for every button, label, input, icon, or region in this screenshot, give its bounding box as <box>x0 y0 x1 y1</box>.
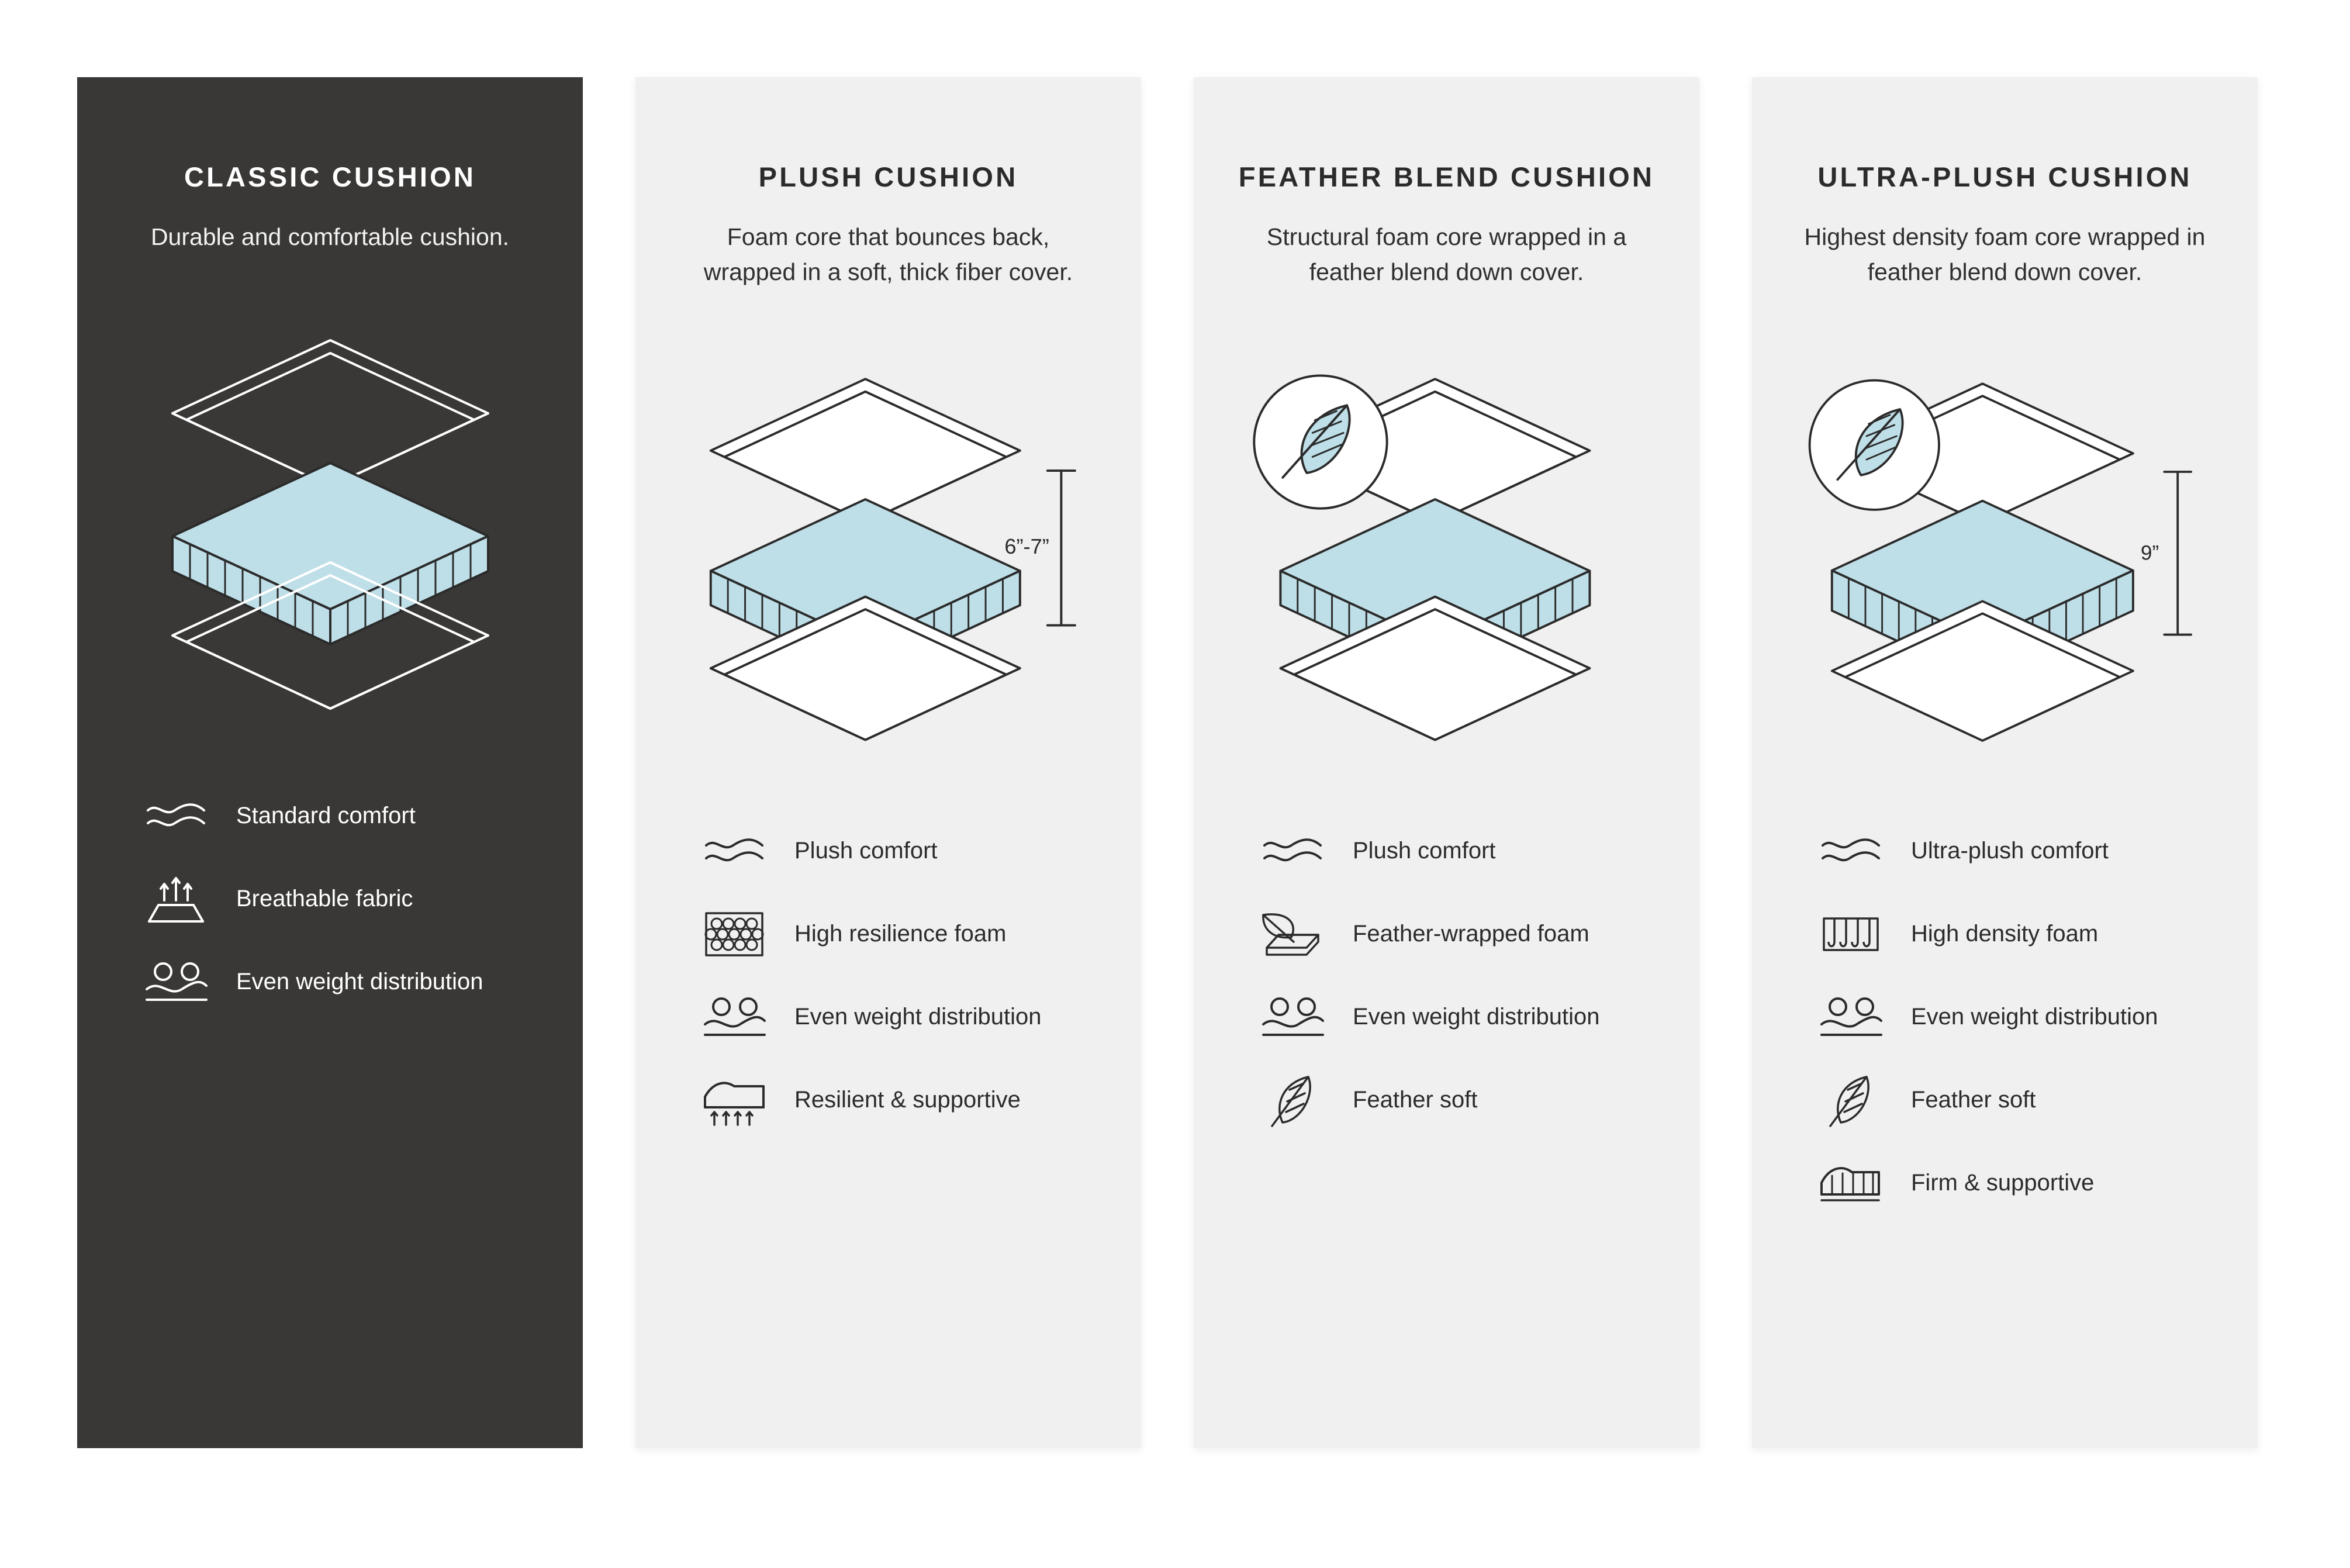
even-weight-distribution-icon <box>696 989 772 1045</box>
card-description: Structural foam core wrapped in a feather blend down cover. <box>1266 223 1627 285</box>
card-ultra-plush-cushion <box>1752 77 2258 1448</box>
feature-list-classic <box>118 788 542 1010</box>
cushion-exploded-diagram-classic <box>118 270 542 773</box>
list-item-label: Plush comfort <box>794 838 938 864</box>
list-item <box>1813 906 2217 962</box>
card-plush-cushion <box>635 77 1141 1448</box>
list-item <box>696 906 1100 962</box>
wave-comfort-icon <box>1255 823 1330 879</box>
page-title: FEATHER BLEND CUSHION <box>1238 161 1655 192</box>
page-title: ULTRA-PLUSH CUSHION <box>1817 161 2192 192</box>
high-density-foam-icon <box>1813 906 1889 962</box>
list-item <box>138 954 542 1010</box>
list-item <box>1255 906 1658 962</box>
list-item-label: Standard comfort <box>236 803 416 829</box>
feature-list-plush <box>676 823 1100 1128</box>
list-item-label: Firm & supportive <box>1911 1170 2095 1196</box>
even-weight-distribution-icon <box>138 954 214 1010</box>
resilient-support-icon <box>696 1072 772 1128</box>
feature-list-feather-blend <box>1235 823 1658 1128</box>
list-item-label: Breathable fabric <box>236 886 413 912</box>
dimension-label: 9” <box>2140 541 2159 565</box>
feature-list-ultra-plush <box>1793 823 2217 1211</box>
list-item <box>696 823 1100 879</box>
exploded-layers-illustration <box>676 352 1100 761</box>
list-item-label: Even weight distribution <box>1911 1004 2158 1030</box>
list-item-label: High density foam <box>1911 921 2099 947</box>
even-weight-distribution-icon <box>1813 989 1889 1045</box>
card-classic-cushion <box>77 77 583 1448</box>
exploded-layers-illustration <box>126 317 535 726</box>
feather-badge-icon <box>1254 375 1387 508</box>
card-description: Durable and comfortable cushion. <box>150 223 510 251</box>
feather-wrapped-foam-icon <box>1255 906 1330 962</box>
list-item-label: Feather soft <box>1353 1087 1478 1113</box>
exploded-layers-illustration <box>1793 352 2217 761</box>
cushion-cards-row <box>77 77 2275 1448</box>
list-item-label: Even weight distribution <box>236 969 483 995</box>
list-item-label: Ultra-plush comfort <box>1911 838 2109 864</box>
feather-badge-icon <box>1810 380 1939 509</box>
card-feather-blend-cushion <box>1194 77 1699 1448</box>
list-item-label: Feather-wrapped foam <box>1353 921 1589 947</box>
list-item-label: Even weight distribution <box>1353 1004 1600 1030</box>
list-item <box>1813 1155 2217 1211</box>
list-item-label: Feather soft <box>1911 1087 2036 1113</box>
wave-comfort-icon <box>696 823 772 879</box>
list-item-label: Resilient & supportive <box>794 1087 1021 1113</box>
breathable-fabric-icon <box>138 871 214 927</box>
list-item-label: Even weight distribution <box>794 1004 1042 1030</box>
exploded-layers-illustration <box>1235 352 1658 761</box>
wave-comfort-icon <box>138 788 214 844</box>
honeycomb-foam-icon <box>696 906 772 962</box>
list-item <box>1813 823 2217 879</box>
list-item-label: Plush comfort <box>1353 838 1496 864</box>
feather-icon <box>1813 1072 1889 1128</box>
cushion-exploded-diagram-ultra-plush <box>1793 305 2217 808</box>
card-description: Foam core that bounces back, wrapped in a soft, thick fiber cover. <box>703 223 1073 285</box>
list-item <box>696 989 1100 1045</box>
list-item-label: High resilience foam <box>794 921 1007 947</box>
page-title: PLUSH CUSHION <box>758 161 1018 192</box>
list-item <box>138 788 542 844</box>
cushion-exploded-diagram-plush <box>676 305 1100 808</box>
list-item <box>1813 1072 2217 1128</box>
feather-icon <box>1255 1072 1330 1128</box>
list-item <box>138 871 542 927</box>
list-item <box>1813 989 2217 1045</box>
list-item <box>1255 823 1658 879</box>
list-item <box>1255 989 1658 1045</box>
wave-comfort-icon <box>1813 823 1889 879</box>
firm-support-icon <box>1813 1155 1889 1211</box>
card-description: Highest density foam core wrapped in feather blend down cover. <box>1804 223 2206 285</box>
list-item <box>696 1072 1100 1128</box>
even-weight-distribution-icon <box>1255 989 1330 1045</box>
dimension-label: 6”-7” <box>1004 534 1049 558</box>
list-item <box>1255 1072 1658 1128</box>
page-title: CLASSIC CUSHION <box>184 161 476 192</box>
cushion-exploded-diagram-feather-blend <box>1235 305 1658 808</box>
